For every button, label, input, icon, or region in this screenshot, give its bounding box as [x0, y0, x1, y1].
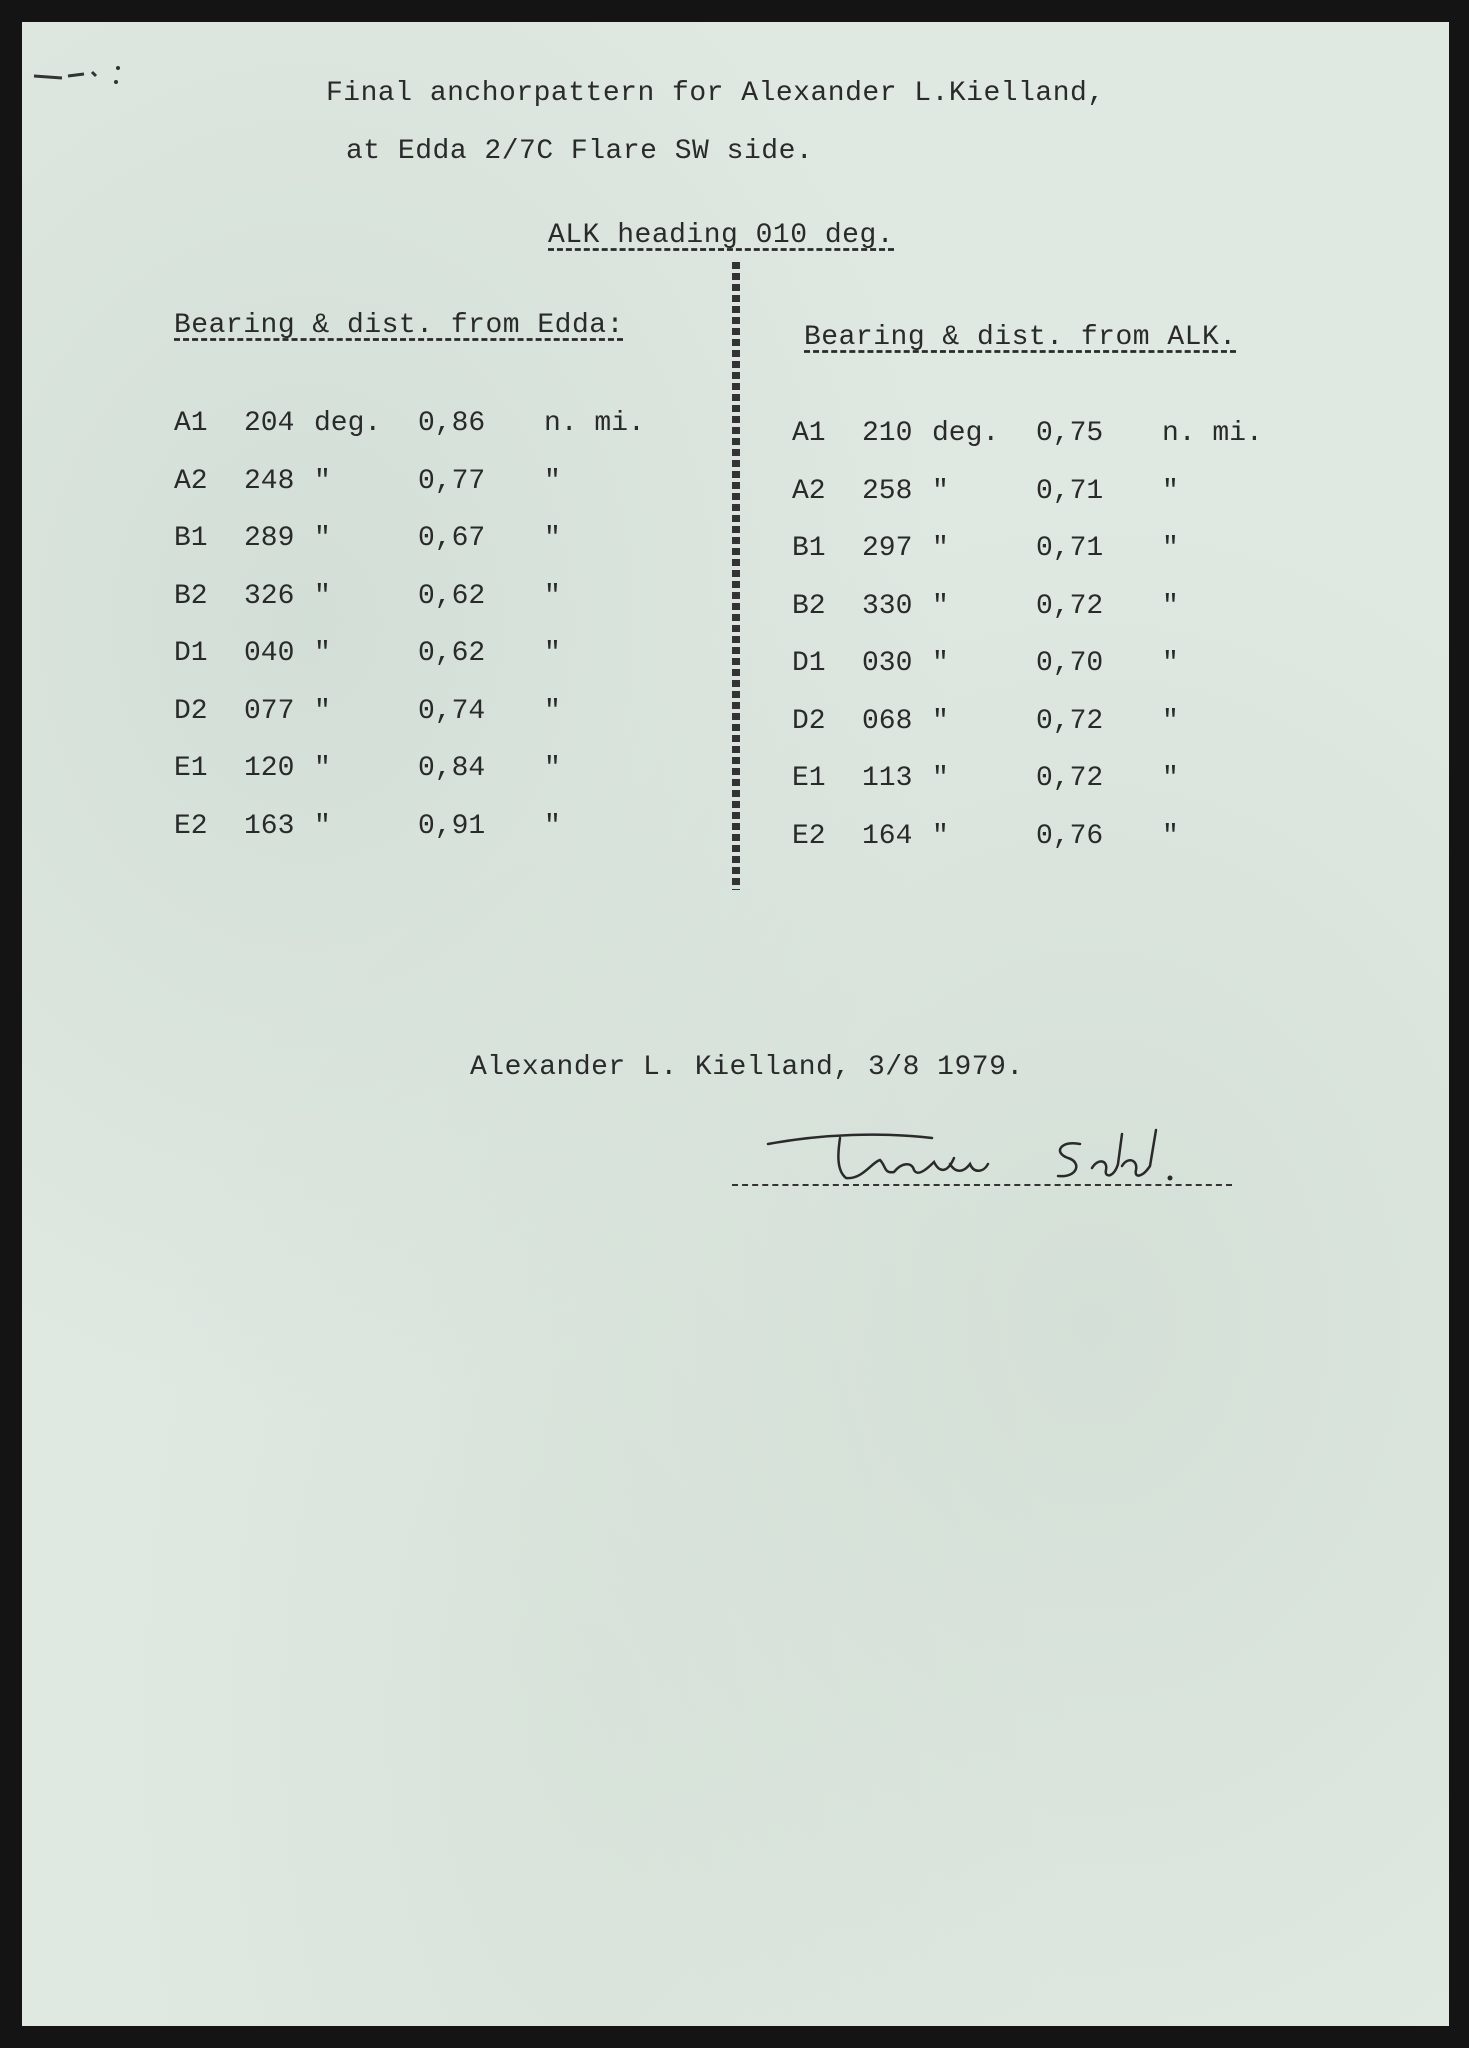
distance-value: 0,72: [1036, 705, 1104, 737]
bearing-value: 204: [244, 408, 295, 439]
bearing-value: 326: [244, 580, 295, 612]
bearing-value: 163: [244, 810, 295, 842]
distance-unit: ": [1162, 533, 1179, 564]
bearing-value: 210: [862, 418, 913, 449]
bearing-value: 113: [862, 763, 913, 794]
distance-unit: ": [1162, 590, 1179, 622]
distance-value: 0,77: [418, 465, 486, 497]
bearing-value: 068: [862, 705, 913, 737]
anchor-id: E2: [174, 810, 208, 842]
distance-unit: ": [544, 580, 561, 612]
title-line-1: Final anchorpattern for Alexander L.Kielland,: [326, 78, 1105, 109]
distance-value: 0,91: [418, 810, 486, 842]
bearing-unit: ": [932, 763, 949, 794]
distance-value: 0,75: [1036, 418, 1104, 449]
bearing-unit: ": [932, 475, 949, 507]
right-column-header: Bearing & dist. from ALK.: [804, 322, 1237, 353]
bearing-unit: ": [314, 523, 331, 554]
bearing-unit: ": [314, 753, 331, 784]
distance-unit: ": [544, 695, 561, 727]
anchor-id: A1: [792, 418, 826, 449]
anchor-id: D2: [174, 695, 208, 727]
anchor-id: B2: [174, 580, 208, 612]
distance-value: 0,86: [418, 408, 486, 439]
bearing-value: 120: [244, 753, 295, 784]
distance-value: 0,70: [1036, 648, 1104, 679]
bearing-value: 297: [862, 533, 913, 564]
corner-mark: [32, 60, 122, 90]
bearing-value: 164: [862, 820, 913, 852]
bearing-unit: ": [932, 590, 949, 622]
distance-value: 0,84: [418, 753, 486, 784]
distance-unit: ": [1162, 763, 1179, 794]
anchor-id: B1: [792, 533, 826, 564]
bearing-unit: ": [314, 580, 331, 612]
bearing-unit: ": [932, 533, 949, 564]
bearing-value: 077: [244, 695, 295, 727]
distance-value: 0,71: [1036, 533, 1104, 564]
anchor-id: E1: [792, 763, 826, 794]
distance-value: 0,72: [1036, 590, 1104, 622]
anchor-id: A2: [792, 475, 826, 507]
bearing-value: 248: [244, 465, 295, 497]
bearing-unit: deg.: [932, 418, 1000, 449]
distance-unit: ": [544, 638, 561, 669]
bearing-unit: ": [932, 705, 949, 737]
bearing-unit: ": [314, 810, 331, 842]
distance-unit: ": [544, 753, 561, 784]
left-column-header: Bearing & dist. from Edda:: [174, 310, 624, 341]
distance-unit: n. mi.: [544, 408, 645, 439]
bearing-value: 258: [862, 475, 913, 507]
bearing-value: 030: [862, 648, 913, 679]
anchor-id: D1: [792, 648, 826, 679]
bearing-unit: ": [932, 648, 949, 679]
distance-value: 0,72: [1036, 763, 1104, 794]
bearing-value: 289: [244, 523, 295, 554]
anchor-id: B1: [174, 523, 208, 554]
anchor-id: E1: [174, 753, 208, 784]
signature: [762, 1122, 1252, 1192]
anchor-id: D1: [174, 638, 208, 669]
distance-value: 0,62: [418, 580, 486, 612]
title-line-2: at Edda 2/7C Flare SW side.: [346, 136, 814, 167]
bearing-unit: ": [314, 465, 331, 497]
bearing-unit: deg.: [314, 408, 382, 439]
distance-value: 0,62: [418, 638, 486, 669]
bearing-unit: ": [314, 638, 331, 669]
bearing-unit: ": [932, 820, 949, 852]
document-page: [22, 22, 1449, 2026]
bearing-value: 040: [244, 638, 295, 669]
heading: ALK heading 010 deg.: [548, 220, 895, 251]
distance-unit: ": [1162, 705, 1179, 737]
anchor-id: A2: [174, 465, 208, 497]
distance-unit: ": [544, 523, 561, 554]
bearing-value: 330: [862, 590, 913, 622]
distance-value: 0,76: [1036, 820, 1104, 852]
distance-value: 0,74: [418, 695, 486, 727]
distance-unit: n. mi.: [1162, 418, 1263, 449]
anchor-id: D2: [792, 705, 826, 737]
anchor-id: A1: [174, 408, 208, 439]
distance-unit: ": [544, 810, 561, 842]
distance-value: 0,71: [1036, 475, 1104, 507]
distance-unit: ": [1162, 820, 1179, 852]
footer-place-date: Alexander L. Kielland, 3/8 1979.: [470, 1052, 1024, 1083]
distance-unit: ": [1162, 648, 1179, 679]
distance-unit: ": [1162, 475, 1179, 507]
distance-value: 0,67: [418, 523, 486, 554]
distance-unit: ": [544, 465, 561, 497]
column-divider: [732, 262, 740, 890]
bearing-unit: ": [314, 695, 331, 727]
anchor-id: B2: [792, 590, 826, 622]
signature-line: [732, 1184, 1232, 1186]
anchor-id: E2: [792, 820, 826, 852]
